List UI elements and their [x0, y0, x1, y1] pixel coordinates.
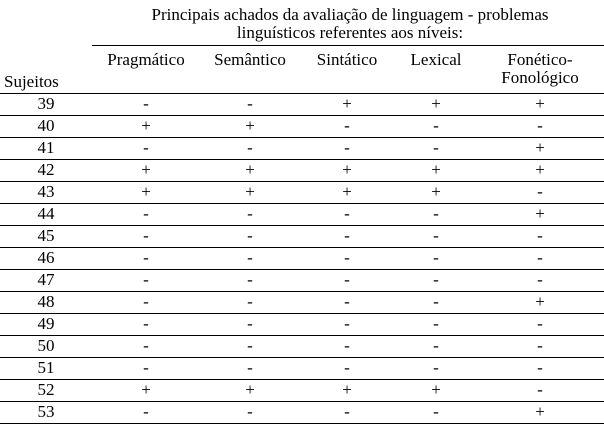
subject-cell: 42: [37, 160, 55, 179]
value-cell: -: [247, 248, 253, 267]
value-cell: -: [143, 402, 149, 421]
table-row: [0, 226, 604, 247]
table-row: [0, 336, 604, 357]
value-cell: -: [433, 336, 439, 355]
subject-cell: 48: [37, 292, 55, 311]
table-row: [0, 138, 604, 159]
value-cell: -: [537, 226, 543, 245]
value-cell: -: [537, 358, 543, 377]
subject-cell: 44: [37, 204, 55, 223]
subject-cell: 39: [37, 94, 55, 113]
value-cell: -: [344, 248, 350, 267]
value-cell: +: [535, 292, 545, 311]
column-header-fonetico-fonologico: Fonético- Fonológico: [501, 50, 579, 87]
value-cell: +: [431, 182, 441, 201]
value-cell: -: [433, 226, 439, 245]
value-cell: -: [344, 116, 350, 135]
group-header: [100, 6, 600, 42]
value-cell: -: [247, 292, 253, 311]
value-cell: -: [537, 248, 543, 267]
value-cell: +: [342, 160, 352, 179]
value-cell: -: [143, 270, 149, 289]
value-cell: +: [535, 160, 545, 179]
value-cell: +: [342, 182, 352, 201]
table-row: [0, 270, 604, 291]
value-cell: -: [143, 248, 149, 267]
value-cell: -: [143, 204, 149, 223]
value-cell: -: [344, 314, 350, 333]
subject-cell: 41: [37, 138, 55, 157]
subject-cell: 47: [37, 270, 55, 289]
table-row: [0, 248, 604, 269]
column-header-pragmatico: Pragmático: [107, 50, 185, 69]
subject-cell: 45: [37, 226, 55, 245]
value-cell: -: [433, 248, 439, 267]
subject-cell: 53: [37, 402, 55, 421]
subject-column-header: Sujeitos: [4, 72, 59, 91]
value-cell: -: [433, 138, 439, 157]
value-cell: +: [431, 94, 441, 113]
value-cell: -: [433, 204, 439, 223]
value-cell: -: [247, 336, 253, 355]
value-cell: -: [247, 94, 253, 113]
column-header-semantico: Semântico: [214, 50, 286, 69]
value-cell: +: [431, 380, 441, 399]
column-header-sintatico: Sintático: [316, 50, 378, 69]
value-cell: -: [344, 138, 350, 157]
value-cell: -: [344, 270, 350, 289]
table-row: [0, 182, 604, 203]
value-cell: -: [247, 204, 253, 223]
value-cell: +: [245, 182, 255, 201]
value-cell: -: [143, 226, 149, 245]
value-cell: +: [141, 116, 151, 135]
value-cell: -: [247, 270, 253, 289]
value-cell: -: [143, 314, 149, 333]
value-cell: -: [247, 226, 253, 245]
value-cell: -: [344, 336, 350, 355]
subject-cell: 46: [37, 248, 55, 267]
value-cell: -: [433, 314, 439, 333]
value-cell: -: [433, 116, 439, 135]
value-cell: +: [245, 116, 255, 135]
table-row: [0, 94, 604, 115]
value-cell: -: [344, 204, 350, 223]
value-cell: -: [143, 358, 149, 377]
row-rule: [0, 423, 604, 424]
value-cell: -: [344, 292, 350, 311]
subject-cell: 49: [37, 314, 55, 333]
value-cell: -: [433, 358, 439, 377]
subject-cell: 52: [37, 380, 55, 399]
value-cell: +: [535, 402, 545, 421]
value-cell: -: [537, 182, 543, 201]
group-header-line-1: Principais achados da avaliação de linguagem - problemas: [151, 5, 549, 24]
table-row: [0, 358, 604, 379]
value-cell: +: [535, 94, 545, 113]
value-cell: -: [143, 292, 149, 311]
value-cell: -: [247, 402, 253, 421]
table-row: [0, 314, 604, 335]
table-row: [0, 116, 604, 137]
value-cell: -: [344, 402, 350, 421]
value-cell: +: [245, 160, 255, 179]
value-cell: -: [143, 94, 149, 113]
value-cell: -: [537, 380, 543, 399]
value-cell: +: [535, 204, 545, 223]
value-cell: +: [141, 182, 151, 201]
value-cell: -: [344, 358, 350, 377]
value-cell: +: [535, 138, 545, 157]
table-row: [0, 380, 604, 401]
value-cell: -: [247, 314, 253, 333]
value-cell: -: [537, 270, 543, 289]
value-cell: +: [141, 380, 151, 399]
value-cell: -: [344, 226, 350, 245]
value-cell: +: [431, 160, 441, 179]
table-row: [0, 292, 604, 313]
value-cell: -: [247, 358, 253, 377]
value-cell: -: [247, 138, 253, 157]
value-cell: -: [537, 336, 543, 355]
subject-cell: 40: [37, 116, 55, 135]
value-cell: -: [433, 402, 439, 421]
value-cell: -: [143, 138, 149, 157]
subject-cell: 43: [37, 182, 55, 201]
table-row: [0, 160, 604, 181]
group-header-underline: [92, 45, 604, 46]
value-cell: -: [537, 116, 543, 135]
column-header-lexical: Lexical: [410, 50, 462, 69]
value-cell: +: [342, 380, 352, 399]
subject-cell: 50: [37, 336, 55, 355]
value-cell: -: [537, 314, 543, 333]
value-cell: +: [342, 94, 352, 113]
value-cell: +: [245, 380, 255, 399]
value-cell: +: [141, 160, 151, 179]
table-row: [0, 204, 604, 225]
group-header-line-2: linguísticos referentes aos níveis:: [236, 23, 464, 42]
subject-cell: 51: [37, 358, 55, 377]
value-cell: -: [433, 292, 439, 311]
value-cell: -: [433, 270, 439, 289]
value-cell: -: [143, 336, 149, 355]
table-row: [0, 402, 604, 423]
